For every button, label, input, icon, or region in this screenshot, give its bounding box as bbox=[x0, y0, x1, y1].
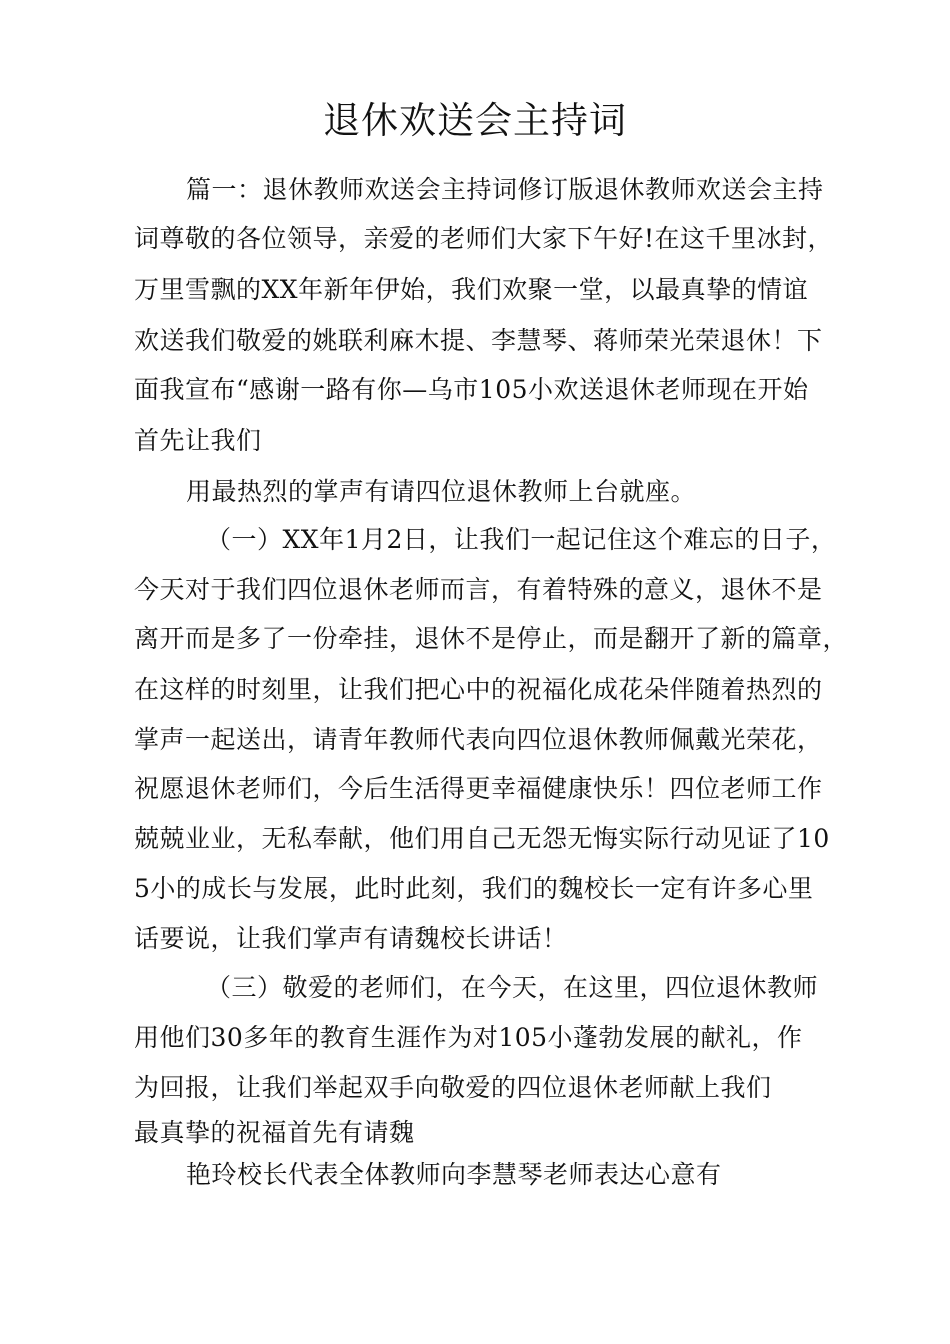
paragraph-line: 用他们30多年的教育生涯作为对105小蓬勃发展的献礼，作 bbox=[134, 1023, 803, 1052]
paragraph-line: 面我宣布“感谢一路有你—乌市105小欢送退休老师现在开始 bbox=[134, 375, 809, 404]
paragraph-line: 艳玲校长代表全体教师向李慧琴老师表达心意有 bbox=[186, 1160, 722, 1189]
paragraph-line: 祝愿退休老师们，今后生活得更幸福健康快乐！四位老师工作 bbox=[134, 774, 823, 803]
paragraph-line: 篇一：退休教师欢送会主持词修订版退休教师欢送会主持 bbox=[186, 175, 824, 204]
paragraph-line: 今天对于我们四位退休老师而言，有着特殊的意义，退休不是 bbox=[134, 575, 823, 604]
paragraph-line: 用最热烈的掌声有请四位退休教师上台就座。 bbox=[186, 477, 697, 506]
paragraph-line: （三）敬爱的老师们，在今天，在这里，四位退休教师 bbox=[206, 973, 819, 1002]
paragraph-line: 5小的成长与发展，此时此刻，我们的魏校长一定有许多心里 bbox=[134, 874, 814, 903]
paragraph-line: 掌声一起送出，请青年教师代表向四位退休教师佩戴光荣花， bbox=[134, 725, 823, 754]
paragraph-line: 在这样的时刻里，让我们把心中的祝福化成花朵伴随着热烈的 bbox=[134, 675, 823, 704]
document-title: 退休欢送会主持词 bbox=[323, 99, 627, 142]
paragraph-line: （一）XX年1月2日，让我们一起记住这个难忘的日子， bbox=[206, 525, 837, 554]
paragraph-line: 词尊敬的各位领导，亲爱的老师们大家下午好!在这千里冰封， bbox=[134, 224, 834, 253]
paragraph-line: 话要说，让我们掌声有请魏校长讲话！ bbox=[134, 924, 568, 953]
paragraph-line: 欢送我们敬爱的姚联利麻木提、李慧琴、蒋师荣光荣退休！下 bbox=[134, 326, 823, 355]
paragraph-line: 兢兢业业，无私奉献，他们用自己无怨无悔实际行动见证了10 bbox=[134, 824, 830, 853]
paragraph-line: 为回报，让我们举起双手向敬爱的四位退休老师献上我们 bbox=[134, 1073, 772, 1102]
paragraph-line: 最真挚的祝福首先有请魏 bbox=[134, 1118, 415, 1147]
paragraph-line: 首先让我们 bbox=[134, 426, 262, 455]
paragraph-line: 万里雪飘的XX年新年伊始，我们欢聚一堂，以最真挚的情谊 bbox=[134, 275, 809, 304]
paragraph-line: 离开而是多了一份牵挂，退休不是停止，而是翻开了新的篇章， bbox=[134, 624, 849, 653]
